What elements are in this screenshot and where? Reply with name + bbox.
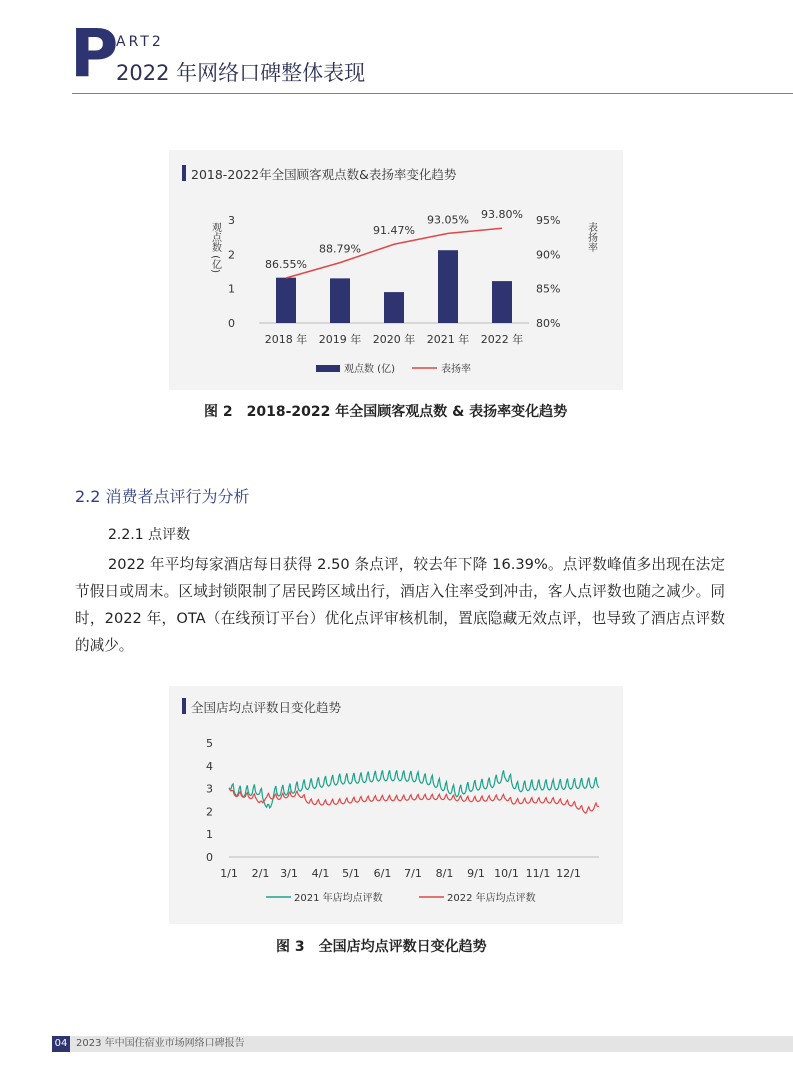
- legend-label: 2021 年店均点评数: [294, 893, 383, 904]
- figure2-caption: 图 2 2018-2022 年全国顾客观点数 & 表扬率变化趋势: [204, 404, 568, 420]
- y-axis-label: 观点数 (亿): [209, 222, 221, 273]
- y2-axis-label: 表扬率: [585, 222, 597, 252]
- page-number: 04: [52, 1036, 70, 1052]
- y-tick-label: 0: [228, 317, 235, 330]
- x-tick-label: 7/1: [404, 867, 422, 880]
- figure3-chart: [169, 686, 623, 924]
- x-tick-label: 2018 年: [264, 333, 308, 346]
- x-tick-label: 12/1: [556, 867, 581, 880]
- y-tick-label: 1: [228, 282, 235, 296]
- data-label: 93.80%: [481, 208, 523, 222]
- bar-point: [438, 250, 458, 323]
- data-label: 93.05%: [427, 213, 469, 227]
- x-tick-label: 1/1: [220, 867, 238, 880]
- y-tick-label: 2: [228, 248, 235, 262]
- data-label: 86.55%: [265, 258, 307, 272]
- subsection-heading: 2.2.1 点评数: [108, 527, 191, 543]
- bar-point: [276, 278, 296, 323]
- part-big-letter: P: [70, 15, 119, 92]
- section-heading: 2.2 消费者点评行为分析: [75, 487, 250, 506]
- x-tick-label: 11/1: [525, 867, 551, 880]
- x-tick-label: 3/1: [280, 867, 298, 880]
- body-paragraph: 2022 年平均每家酒店每日获得 2.50 条点评，较去年下降 16.39%。点评数峰值多出现在法定节假日或周末。区域封锁限制了居民跨区域出行，酒店入住率受到冲击，客人点评数也随之减少。同时，2022 年，OTA（在线预订平台）优化点评审核机制，置底隐藏无效点评，也导致了酒店点评数的减少。: [75, 556, 725, 654]
- x-tick-label: 5/1: [342, 867, 360, 880]
- figure2-chart: [169, 150, 623, 390]
- x-tick-label: 6/1: [373, 867, 392, 880]
- y-tick-label: 3: [206, 782, 213, 796]
- data-label: 91.47%: [373, 224, 415, 238]
- y-tick-label: 4: [206, 759, 213, 773]
- y-tick-label: 0: [206, 851, 213, 864]
- x-tick-label: 2/1: [251, 867, 270, 880]
- y2-tick-label: 80%: [536, 317, 561, 330]
- legend-label: 表扬率: [441, 364, 471, 375]
- x-tick-label: 2020 年: [372, 333, 416, 346]
- bar-point: [492, 281, 512, 323]
- y2-tick-label: 90%: [536, 248, 561, 262]
- part-letter-logo: [70, 15, 119, 98]
- x-tick-label: 9/1: [467, 867, 485, 880]
- bar-point: [330, 278, 350, 323]
- y-tick-label: 1: [206, 828, 213, 842]
- x-tick-label: 2022 年: [480, 333, 524, 346]
- y2-tick-label: 85%: [536, 282, 561, 296]
- figure3-panel-title: 全国店均点评数日变化趋势: [191, 700, 342, 715]
- x-tick-label: 2019 年: [318, 333, 362, 346]
- page-title: 2022 年网络口碑整体表现: [116, 61, 366, 85]
- data-label: 88.79%: [319, 242, 361, 256]
- y2-tick-label: 95%: [536, 214, 561, 227]
- x-tick-label: 2021 年: [426, 333, 470, 346]
- legend-label: 2022 年店均点评数: [447, 893, 536, 904]
- bar-point: [384, 292, 404, 323]
- x-tick-label: 10/1: [494, 867, 519, 880]
- legend-label: 观点数 (亿): [344, 364, 395, 375]
- y-tick-label: 3: [228, 214, 235, 227]
- header-divider: [72, 93, 793, 94]
- legend-swatch-bars: [316, 365, 340, 372]
- y-tick-label: 5: [206, 737, 213, 750]
- y-tick-label: 2: [206, 805, 213, 819]
- figure3-caption: 图 3 全国店均点评数日变化趋势: [276, 939, 487, 955]
- part-label: ART2: [116, 34, 164, 50]
- figure2-panel-title: 2018-2022年全国顾客观点数&表扬率变化趋势: [191, 167, 457, 182]
- footer-report-title: 2023 年中国住宿业市场网络口碑报告: [76, 1038, 245, 1049]
- x-tick-label: 4/1: [311, 867, 330, 880]
- x-tick-label: 8/1: [435, 867, 454, 880]
